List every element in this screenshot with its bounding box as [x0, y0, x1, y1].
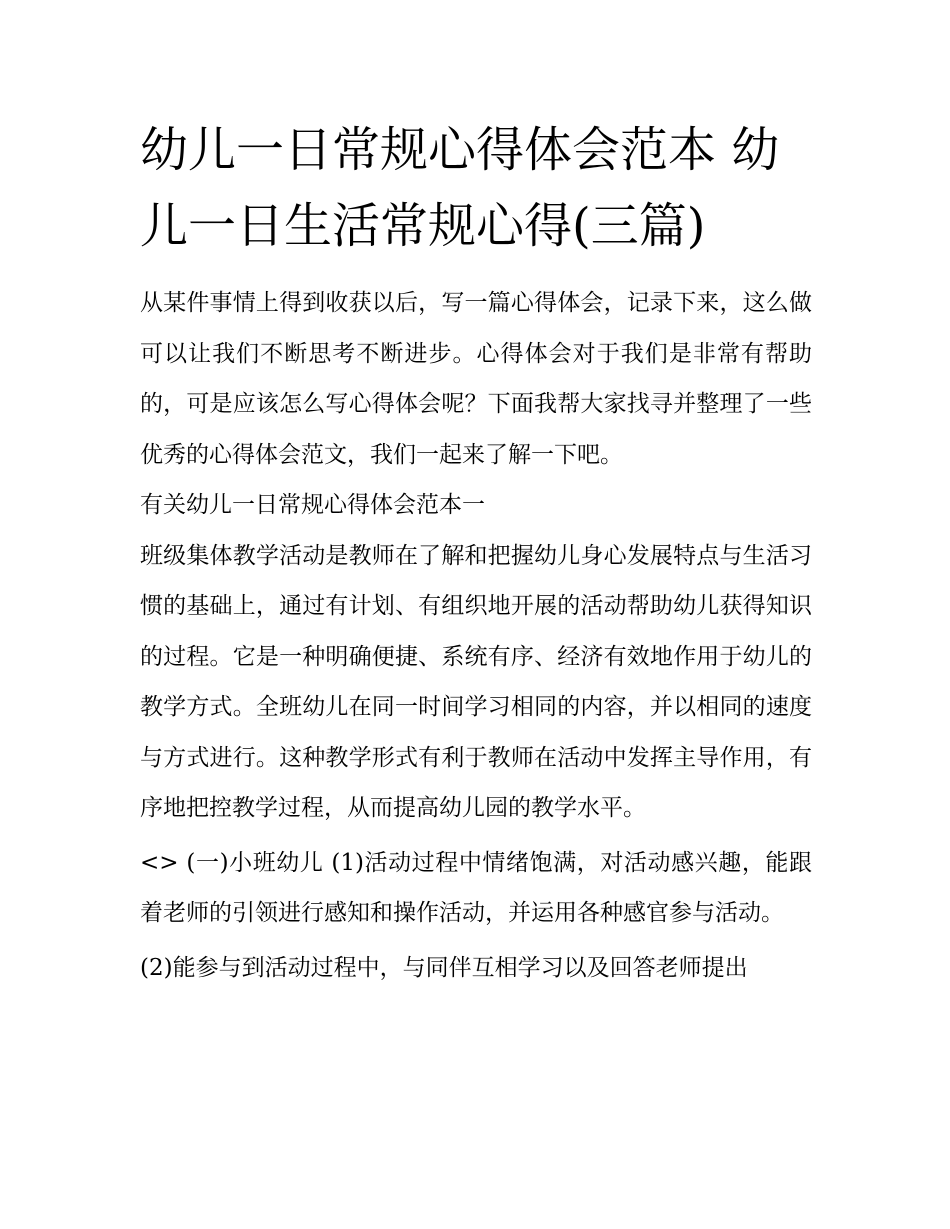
document-title: 幼儿一日常规心得体会范本 幼儿一日生活常规心得(三篇)	[140, 122, 780, 254]
document-body	[140, 112, 812, 993]
body-paragraph-1: 班级集体教学活动是教师在了解和把握幼儿身心发展特点与生活习惯的基础上，通过有计划、有组织地开展的活动帮助幼儿获得知识的过程。它是一种明确便捷、系统有序、经济有效地作用于幼儿的教学方式。全班幼儿在同一时间学习相同的内容，并以相同的速度与方式进行。这种教学形式有利于教师在活动中发挥主导作用，有序地把控教学过程，从而提高幼儿园的教学水平。	[140, 542, 812, 821]
body-paragraph-2: <> (一)小班幼儿 (1)活动过程中情绪饱满，对活动感兴趣，能跟着老师的引领进行感知和操作活动，并运用各种感官参与活动。	[140, 849, 812, 926]
body-paragraph-3: (2)能参与到活动过程中，与同伴互相学习以及回答老师提出	[140, 954, 748, 981]
section-heading: 有关幼儿一日常规心得体会范本一	[140, 492, 485, 518]
intro-paragraph: 从某件事情上得到收获以后，写一篇心得体会，记录下来，这么做可以让我们不断思考不断进步。心得体会对于我们是非常有帮助的，可是应该怎么写心得体会呢？下面我帮大家找寻并整理了一些优秀的心得体会范文，我们一起来了解一下吧。	[140, 290, 812, 468]
